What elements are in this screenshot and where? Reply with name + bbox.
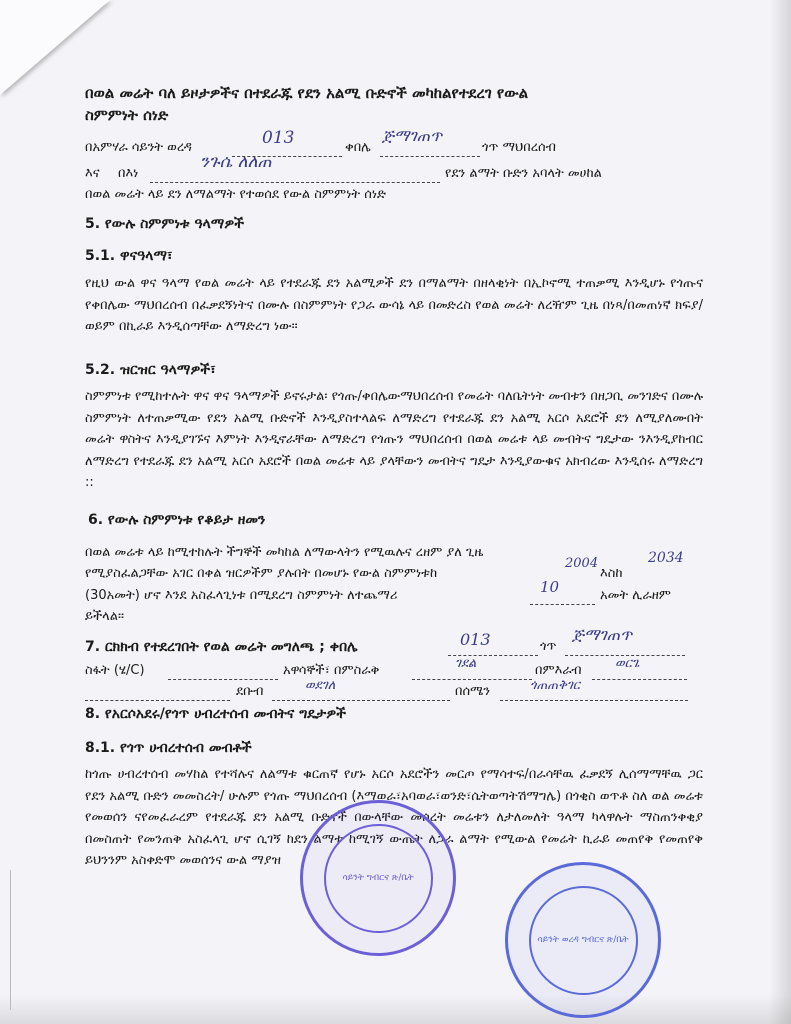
section6-line2: የሚያስፈልጋቸው አገር በቀል ዝርዎችም ያሉበት በመሆኑ የውል ስምምነቱከ <box>85 566 438 581</box>
section5-1-text: የዚህ ውል ዋና ዓላማ የወል መሬት ላይ የተደራጁ ደን አልሚዎች ደን በማልማት በዘላቂነት በኢኮኖሚ ተጠቃሚ እንዲሆኑ የጎጡና የቀበሌው ማህበረሰብ በፈቃደኝነትና በሙሉ በስምምነት የጋራ ውሳኔ ላይ በመድረስ የወል መሬት ለረዥም ጊዜ በነጻ/በመጠነኛ ክፍያ/ ወይም በኪራይ እንዲሰጣቸው ለማድረግ ነው፡፡ <box>85 276 703 334</box>
community-name-handwritten: ጅማገጠጥ <box>382 126 443 145</box>
community-fill-line <box>380 156 480 157</box>
west-handwritten: ወርጌ <box>615 656 640 671</box>
end-year-handwritten: 2034 <box>648 550 684 566</box>
extra-years-handwritten: 10 <box>540 578 560 596</box>
south-fill-line <box>272 700 450 701</box>
stamp-right-text: ሳይንት ወረዳ ግብርና ጽ/ቤት <box>537 935 629 945</box>
person-fill-line <box>150 182 440 183</box>
stamp-left-text: ሳይንት ግብርና ጽ/ቤት <box>342 873 414 883</box>
borders-label: አዋሳኞች፣ በምስራቅ <box>283 663 380 678</box>
page-bottom-shadow <box>0 994 791 1024</box>
west-label: በምእራብ <box>535 663 582 678</box>
office-stamp-left <box>300 800 456 956</box>
kebele-number-handwritten: 013 <box>262 128 295 148</box>
region-prefix: በአምሃራ ሳይንት ወረዳ <box>85 140 192 155</box>
document-title-line1: በወል መሬት ባለ ይዞታዎችና በተደራጁ የደን አልሚ ቡድኖች መካከልየተደረገ የውል <box>85 84 529 102</box>
section5-2-heading: 5.2. ዝርዝር ዓላማዎች፣ <box>85 362 216 378</box>
years-extend-label: አመት ሊራዘም <box>600 588 671 603</box>
extra-years-fill-line <box>530 604 595 605</box>
north-label: በሰሜን <box>455 684 491 699</box>
north-fill-line <box>500 700 688 701</box>
s7-got-label: ጎጥ <box>540 639 557 654</box>
south-leading-line <box>85 700 230 701</box>
south-handwritten: ወደገለ <box>305 678 336 693</box>
section8-heading: 8. የአርሶአደሩ/የጎጥ ሀብረተሰብ መብትና ግዴታዎች <box>85 706 346 722</box>
folded-corner <box>0 0 110 95</box>
section5-1-heading: 5.1. ዋናዓላማ፣ <box>85 248 173 264</box>
s7-kebele-handwritten: 013 <box>460 630 491 649</box>
section6-heading: 6. የውሉ ስምምነቱ የቆይታ ዘመን <box>88 512 266 528</box>
section5-2-text: ስምምነቱ የሚከተሉት ዋና ዋና ዓላማዎች ይኖሩታል፡ የጎጡ/ቀበሌውማህበረሰብ የመሬት ባለቤትነት መብቱን በዘጋቢ መንገድና በሙሉ ስምምነት ለተጠቃሚው የደን አልሚ ቡድኖች እንዲያስተላልፍ ለማድረግ የተደራጁ ደን አልሚ አርሶ አደሮች ደን ለሚያለሙበት መሬት ዋስትና እንዲያገኙና እምነት እንዲኖራቸው ለማድረግ የጎጡን ማህበረሰብ በወል መሬቱ ላይ መብትና ግዴታው ንእንዲያከብር ለማድረግ የተደራጁ ደን አልሚ አርሶ አደሮች በወል መሬቱ ላይ ያላቸውን መብትና ግዴታ እንዲያውቁና አክብረው እንዲሰሩ ለማድረግ :: <box>85 389 703 490</box>
section6-line1: በወል መሬቱ ላይ ከሚተከሉት ችግኞች መካከል ለማውላትን የሚዉሉና ረዘም ያለ ጊዜ <box>85 545 484 560</box>
person-name-handwritten: ንጉሴ ለለጠ <box>200 152 272 172</box>
s7-got-handwritten: ጅማገጠጥ <box>572 625 633 644</box>
header-line3: በወል መሬት ላይ ደን ለማልማት የተወሰደ የውል ስምምነት ሰነድ <box>85 187 387 202</box>
area-label: ስፋት (ሄ/C) <box>85 663 145 678</box>
east-fill-line <box>412 679 532 680</box>
document-title-line2: ስምምነት ሰነድ <box>85 106 169 124</box>
section7-heading: 7. ርክክብ የተደረገበት የወል መሬት መግለጫ ; ቀበሌ <box>85 639 358 655</box>
until-label: እስከ <box>600 566 623 581</box>
and-label: እና <box>85 166 100 181</box>
start-year-handwritten: 2004 <box>565 556 599 571</box>
section8-1-text: ከጎጡ ሀብረተሰብ መሃከል የተሻሉና ለልማቱ ቁርጠኛ የሆኑ አርሶ አደሮችን መርጦ የማሳተፍ/በራሳቸዉ ፈቃደኝ ሊሰማማቸዉ ጋር የደን አልሚ ቡድን መመስረት/ ሁሉም የጎጡ ማህበረሰብ (እማወራ፣አባወራ፣ወንድ፣ሴትወጣትሽማግሌ) በጎቂስ ወጥቶ ስለ ወል መሬቱ የመወሰን ናየመፈራረም የተደራጁ ደን አልሚ ቡድኖች በውላቸው መሰረት መሬቱን ለታለመለት ዓላማ ካላዋሉት ማስጠንቀቂያ በመስጠት የመንጠቅ አስፈላጊ ሆኖ ሲገኝ ከደን ልማቱ ከሚገኝ ውጤት ለጋራ ልማት የሚውል የመሬት ኪራይ መጠየቅ የመጠየቅ ይህንንም አስቀድሞ መወሰንና ውል ማያዝ <box>85 767 703 868</box>
north-handwritten: ጎጠጠቅገር <box>530 678 580 693</box>
west-fill-line <box>592 679 687 680</box>
page-edge-shadow <box>769 0 791 1024</box>
office-stamp-right <box>505 862 661 1018</box>
section6-line3: (30አመት) ሆኖ እንደ አስፈላጊነቱ በሚደረግ ስምምነት ለተጨማሪ <box>85 588 398 603</box>
community-suffix: ጎጥ ማህበረሰብ <box>482 140 556 155</box>
section8-1-heading: 8.1. የጎጥ ሀብረተሰብ መብቶች <box>85 740 252 756</box>
page-edge-mark <box>0 870 11 1010</box>
south-label: ደቡብ <box>236 684 264 699</box>
east-handwritten: ገደል <box>455 656 477 671</box>
kebele-label: ቀበሌ <box>345 140 371 155</box>
group-text: የደን ልማት ቡድን አባላት መሀከል <box>445 166 602 181</box>
section5-heading: 5. የውሉ ስምምነቱ ዓላማዎች <box>85 216 244 232</box>
in-label: በእነ <box>118 166 139 181</box>
section6-line4: ይችላል፡፡ <box>85 609 125 624</box>
area-fill-line <box>168 679 278 680</box>
